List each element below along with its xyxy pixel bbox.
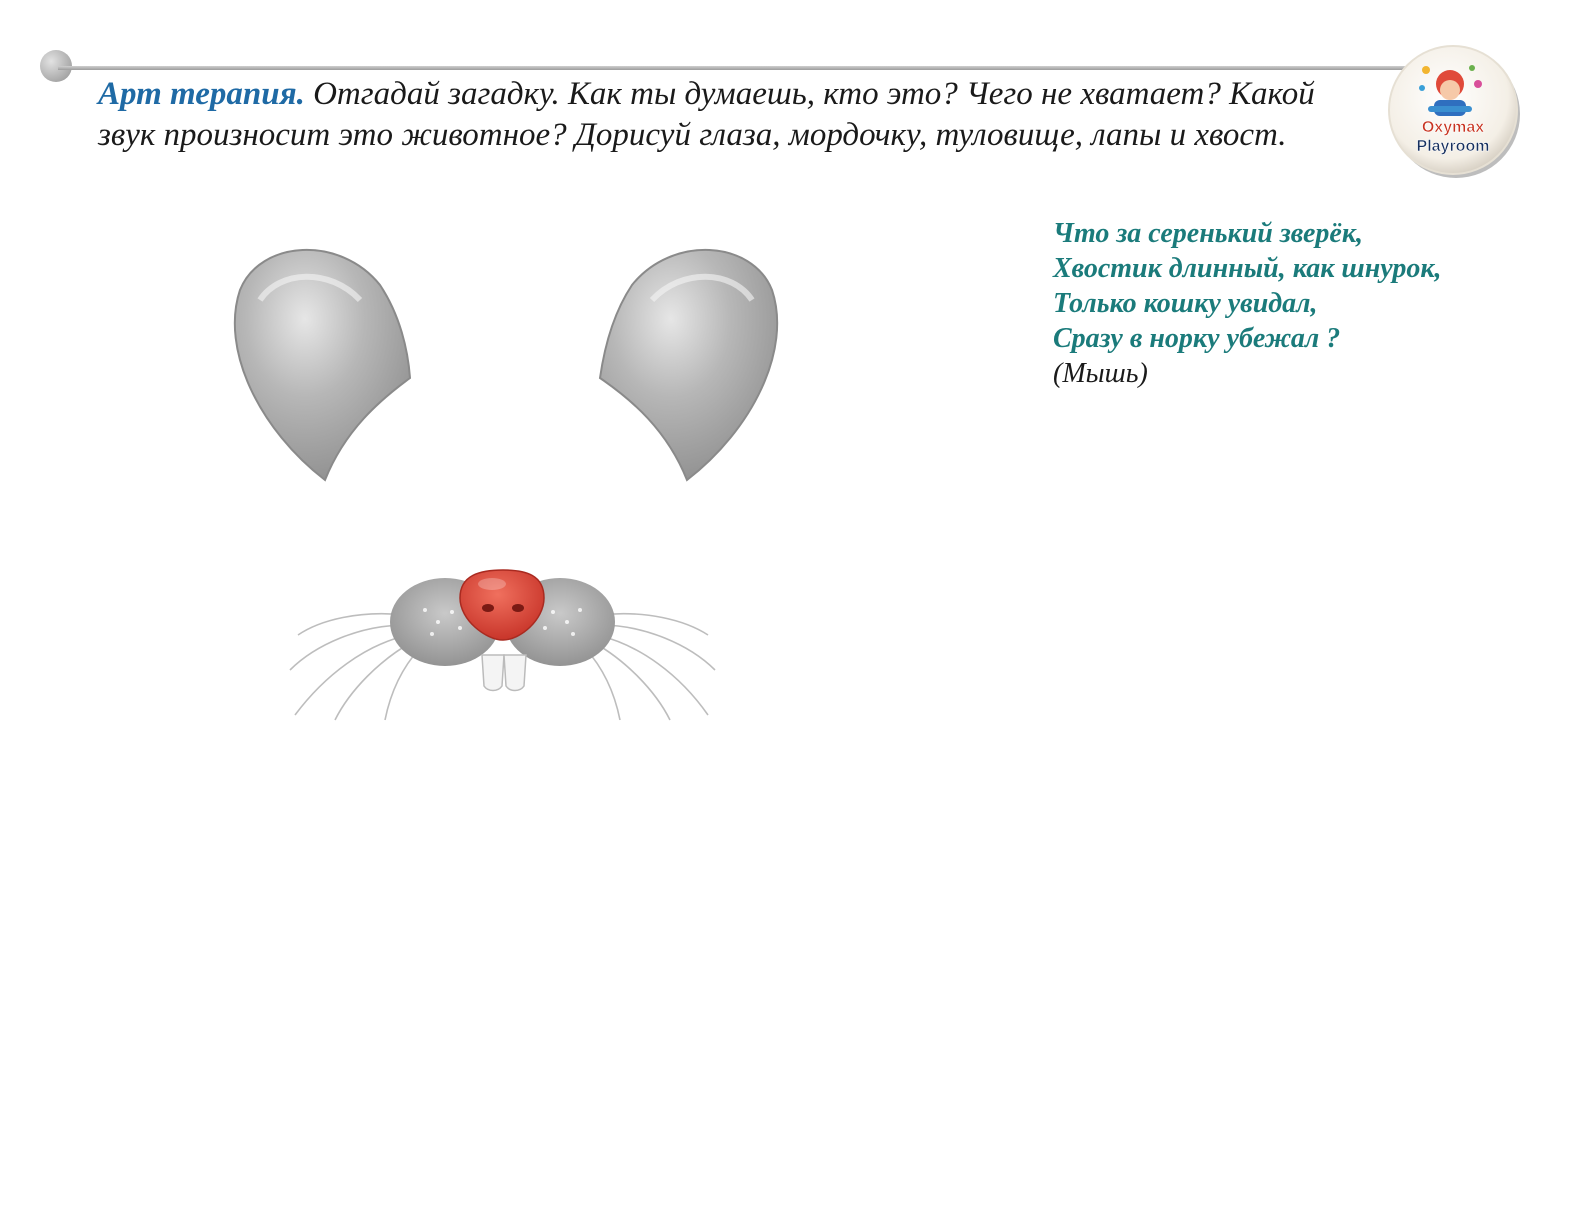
riddle-line: Что за серенький зверёк, <box>1053 218 1364 249</box>
riddle-poem <box>1053 216 1573 391</box>
logo-badge-icon <box>1386 44 1522 180</box>
mouse-face-icon <box>220 230 820 740</box>
instructions-paragraph <box>98 74 1373 156</box>
mouse-face-illustration <box>220 230 820 740</box>
riddle-line: Только кошку увидал, <box>1053 288 1318 319</box>
right-ear-icon <box>600 250 777 480</box>
teeth-icon <box>482 655 526 691</box>
logo-line2: Playroom <box>1416 138 1490 155</box>
left-ear-icon <box>235 250 410 480</box>
riddle-line: Хвостик длинный, как шнурок, <box>1053 253 1442 284</box>
riddle-answer: (Мышь) <box>1053 358 1148 389</box>
logo-line1: Oxymax <box>1421 119 1485 136</box>
instructions-text: Отгадай загадку. Как ты думаешь, кто это? Чего не хватает? Какой звук произносит это животное? Дорисуй глаза, мордочку, туловище, лапы и хвост. <box>98 76 1315 153</box>
instructions-heading: Арт терапия. <box>98 76 305 112</box>
riddle-line: Сразу в норку убежал ? <box>1053 323 1341 354</box>
header-rule <box>58 66 1408 70</box>
oxymax-playroom-logo <box>1386 44 1522 180</box>
